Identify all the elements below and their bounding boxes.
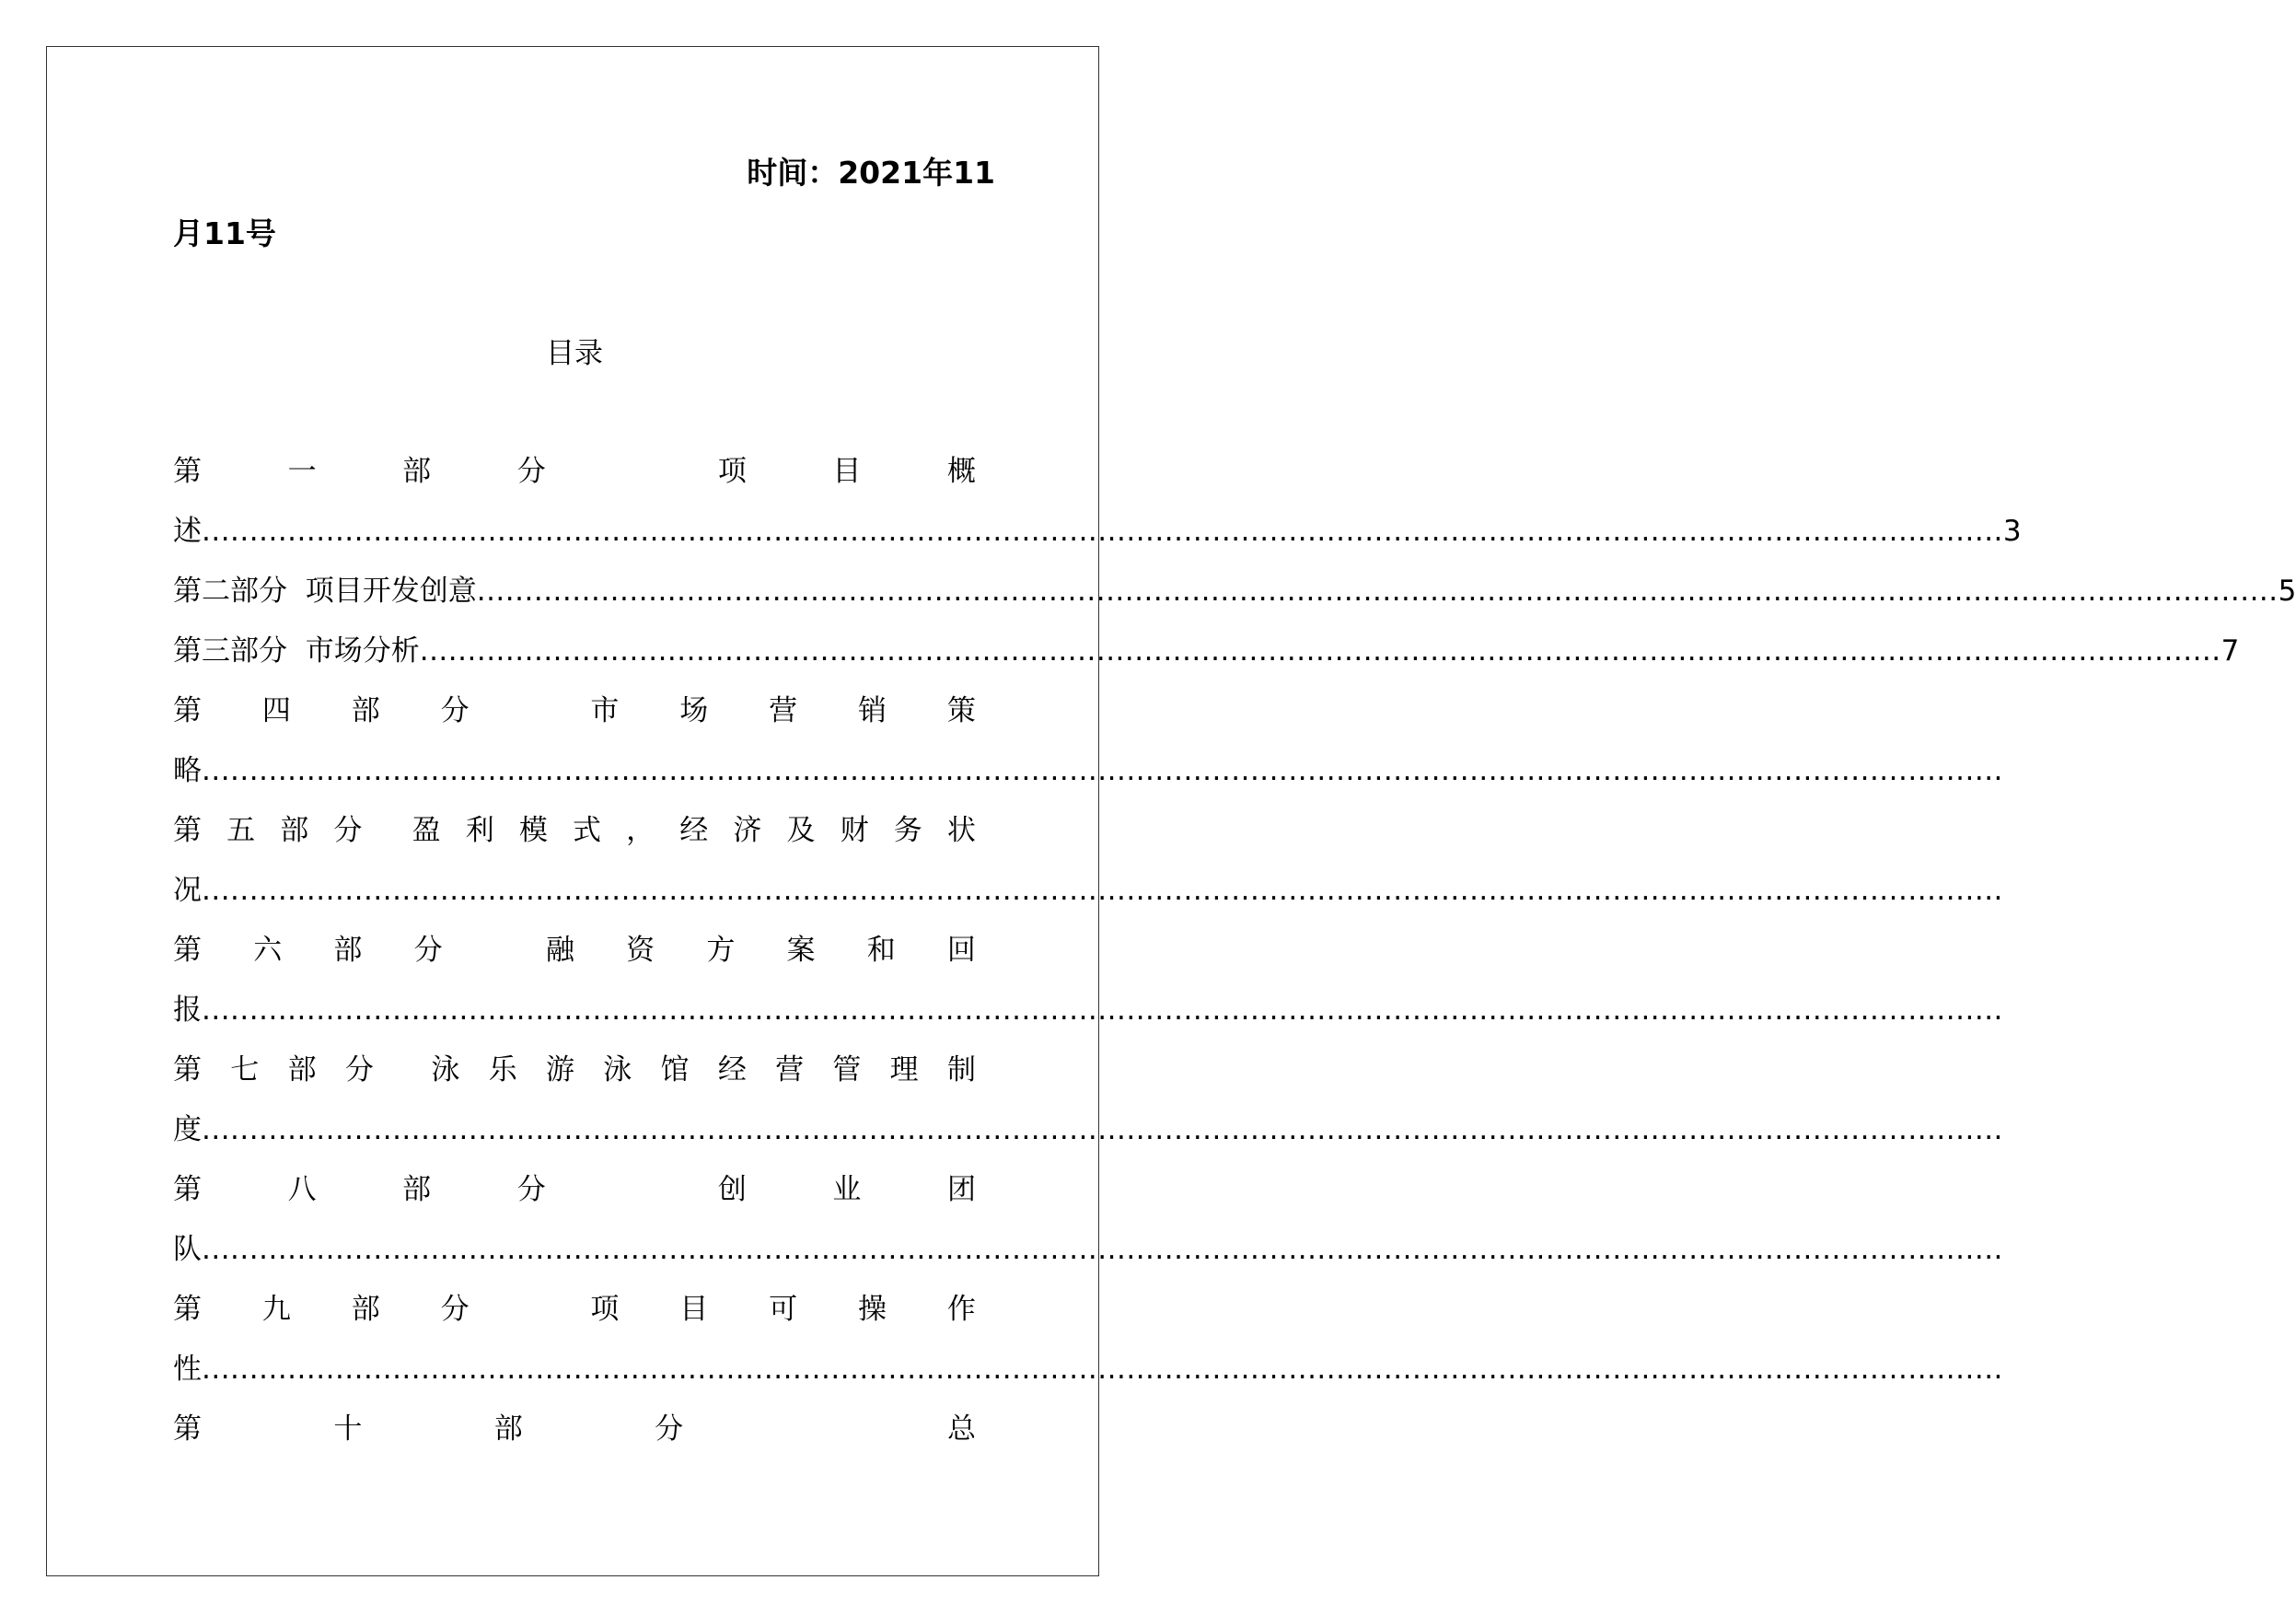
toc-char: 经	[679, 814, 709, 847]
toc-char: 一	[287, 455, 317, 488]
toc-char: 游	[545, 1053, 574, 1086]
toc-char: 乐	[488, 1053, 517, 1086]
toc-char: 目	[679, 1293, 709, 1326]
toc-char: 部	[333, 934, 363, 967]
toc-char: 管	[832, 1053, 862, 1086]
toc-entry-head: 略	[173, 754, 202, 787]
toc-char: ，	[626, 814, 655, 847]
toc-entry-1-line1[interactable]	[173, 446, 976, 497]
toc-char: 分	[413, 934, 443, 967]
toc-entry-head: 况	[173, 874, 202, 907]
toc-entry-head: 第三部分 市场分析	[173, 634, 420, 668]
toc-char: 方	[706, 934, 736, 967]
toc-char: 可	[769, 1293, 798, 1326]
toc-entry-8-line2[interactable]	[173, 1224, 2003, 1275]
toc-leader-dots: .............................................................................................................................................................................................	[202, 515, 2003, 548]
toc-char: 创	[717, 1173, 747, 1206]
toc-entry-1-line2[interactable]	[173, 505, 2022, 557]
toc-entry-head: 性	[173, 1353, 202, 1386]
toc-char: 经	[717, 1053, 747, 1086]
toc-entry-head: 述	[173, 515, 202, 548]
toc-char: 和	[866, 934, 896, 967]
toc-entry-head: 度	[173, 1113, 202, 1146]
toc-leader-dots: .............................................................................................................................................................................................	[202, 1353, 2003, 1386]
toc-char: 第	[173, 1412, 202, 1446]
toc-leader-dots: .............................................................................................................................................................................................	[476, 575, 2279, 608]
toc-char: 分	[655, 1412, 684, 1446]
toc-char: 六	[253, 934, 283, 967]
toc-char: 第	[173, 814, 202, 847]
toc-entry-7-line2[interactable]	[173, 1104, 2003, 1156]
toc-char: 概	[946, 455, 976, 488]
toc-entry-9-line2[interactable]	[173, 1343, 2003, 1395]
toc-char: 融	[545, 934, 574, 967]
toc-entry-4-line2[interactable]	[173, 745, 2003, 796]
toc-char: 状	[946, 814, 976, 847]
toc-entry-4-line1[interactable]	[173, 685, 976, 737]
toc-leader-dots: .............................................................................................................................................................................................	[202, 993, 2003, 1027]
toc-char: 十	[333, 1412, 363, 1446]
date-line-2: 月11号	[173, 215, 276, 251]
toc-char: 分	[516, 455, 546, 488]
toc-page-number: 3	[2002, 515, 2022, 548]
toc-char: 理	[889, 1053, 919, 1086]
toc-entry-10-line1[interactable]	[173, 1403, 976, 1455]
toc-char: 部	[280, 814, 309, 847]
toc-char: 利	[465, 814, 494, 847]
toc-entry-2[interactable]	[173, 565, 2296, 617]
toc-entry-head: 报	[173, 993, 202, 1027]
toc-entry-head: 队	[173, 1233, 202, 1266]
toc-char: 部	[402, 1173, 432, 1206]
toc-entry-8-line1[interactable]	[173, 1164, 976, 1215]
toc-char: 第	[173, 1053, 202, 1086]
toc-entry-head: 第二部分 项目开发创意	[173, 575, 477, 608]
toc-char: 作	[946, 1293, 976, 1326]
toc-char: 模	[518, 814, 548, 847]
toc-char: 第	[173, 1173, 202, 1206]
toc-char: 泳	[603, 1053, 632, 1086]
toc-entry-9-line1[interactable]	[173, 1284, 976, 1335]
toc-char: 馆	[660, 1053, 690, 1086]
toc-char: 第	[173, 934, 202, 967]
toc-char: 五	[226, 814, 256, 847]
toc-char: 七	[230, 1053, 260, 1086]
toc-char: 营	[769, 694, 798, 727]
toc-char: 部	[351, 694, 380, 727]
toc-char: 分	[344, 1053, 374, 1086]
toc-char: 销	[858, 694, 887, 727]
toc-char: 财	[840, 814, 869, 847]
toc-char: 分	[333, 814, 363, 847]
toc-char: 第	[173, 455, 202, 488]
toc-char: 市	[590, 694, 620, 727]
toc-page-number: 7	[2221, 634, 2240, 668]
toc-leader-dots: .............................................................................................................................................................................................	[202, 1233, 2003, 1266]
toc-char: 制	[946, 1053, 976, 1086]
toc-char: 分	[440, 1293, 470, 1326]
toc-char: 第	[173, 1293, 202, 1326]
toc-leader-dots: .............................................................................................................................................................................................	[202, 874, 2003, 907]
toc-char: 第	[173, 694, 202, 727]
toc-char: 营	[775, 1053, 805, 1086]
toc-entry-5-line2[interactable]	[173, 865, 2003, 916]
toc-leader-dots: .............................................................................................................................................................................................	[202, 1113, 2003, 1146]
toc-char: 部	[287, 1053, 317, 1086]
toc-leader-dots: .............................................................................................................................................................................................	[419, 634, 2221, 668]
toc-char: 分	[440, 694, 470, 727]
toc-entry-7-line1[interactable]	[173, 1044, 976, 1096]
toc-entry-6-line1[interactable]	[173, 924, 976, 976]
toc-title: 目录	[546, 337, 603, 370]
toc-entry-5-line1[interactable]	[173, 805, 976, 856]
toc-entry-3[interactable]	[173, 625, 2240, 677]
date-line-1: 时间：2021年11	[747, 155, 995, 191]
toc-leader-dots: .............................................................................................................................................................................................	[202, 754, 2003, 787]
toc-char: 九	[261, 1293, 291, 1326]
toc-char: 总	[946, 1412, 976, 1446]
toc-char: 务	[893, 814, 922, 847]
toc-char: 四	[261, 694, 291, 727]
toc-page-number: 5	[2278, 575, 2296, 608]
toc-char: 式	[573, 814, 601, 847]
toc-char: 泳	[431, 1053, 460, 1086]
toc-char: 八	[287, 1173, 317, 1206]
toc-char: 操	[858, 1293, 887, 1326]
toc-char: 项	[717, 455, 747, 488]
toc-char: 业	[832, 1173, 862, 1206]
toc-char: 场	[679, 694, 709, 727]
toc-char: 部	[402, 455, 432, 488]
toc-char: 团	[946, 1173, 976, 1206]
toc-char: 部	[493, 1412, 523, 1446]
toc-char: 盈	[412, 814, 441, 847]
toc-entry-6-line2[interactable]	[173, 984, 2003, 1036]
toc-char: 策	[946, 694, 976, 727]
toc-char: 分	[516, 1173, 546, 1206]
toc-char: 及	[786, 814, 816, 847]
toc-char: 部	[351, 1293, 380, 1326]
toc-char: 济	[733, 814, 762, 847]
toc-char: 回	[946, 934, 976, 967]
toc-char: 案	[786, 934, 816, 967]
toc-char: 项	[590, 1293, 620, 1326]
toc-char: 资	[626, 934, 655, 967]
toc-char: 目	[832, 455, 862, 488]
